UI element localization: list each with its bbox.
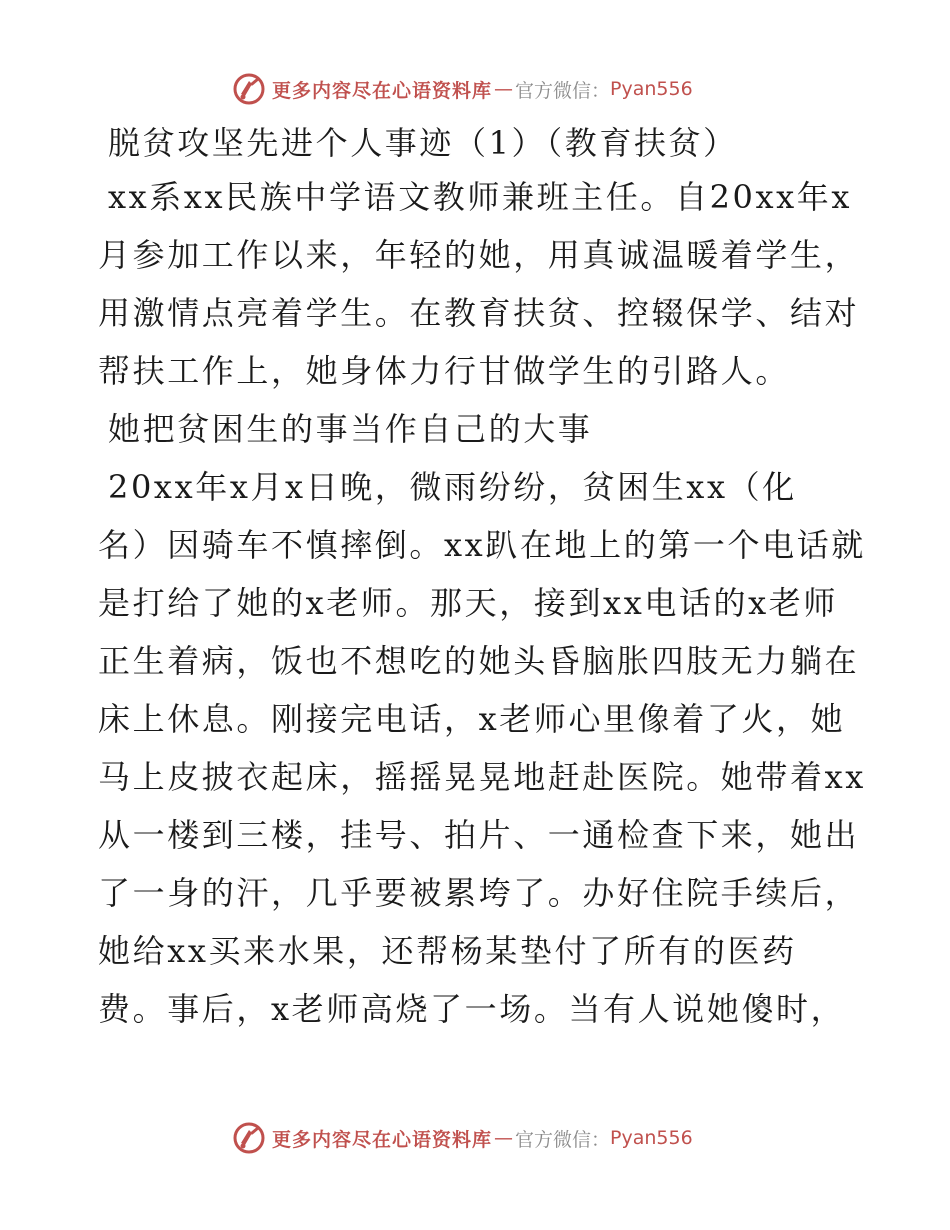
watermark-main-text: 更多内容尽在心语资料库 (272, 1128, 493, 1151)
watermark-dash: — (494, 1127, 514, 1149)
header-watermark (232, 72, 693, 106)
watermark-dash: — (494, 78, 514, 100)
logo-icon (232, 1121, 266, 1155)
watermark-label: 官方微信： (515, 79, 611, 102)
text-line: 了一身的汗，几乎要被累垮了。办好住院手续后， (98, 874, 860, 912)
text-line: 名）因骑车不慎摔倒。xx趴在地上的第一个电话就 (98, 526, 866, 564)
text-line: 20xx年x月x日晚，微雨纷纷，贫困生xx（化 (108, 468, 797, 506)
footer-watermark (232, 1121, 693, 1155)
paragraph-2 (98, 468, 868, 1048)
text-line: 费。事后，x老师高烧了一场。当有人说她傻时， (98, 990, 846, 1028)
paragraph-1 (98, 178, 868, 410)
text-line: 床上休息。刚接完电话，x老师心里像着了火，她 (98, 700, 846, 738)
document-title: 脱贫攻坚先进个人事迹（1）（教育扶贫） (108, 124, 738, 162)
watermark-account: Pyan556 (610, 78, 693, 100)
text-line: 帮扶工作上，她身体力行甘做学生的引路人。 (98, 352, 791, 390)
text-line: 正生着病，饭也不想吃的她头昏脑胀四肢无力躺在 (98, 642, 860, 680)
watermark-main-text: 更多内容尽在心语资料库 (272, 79, 493, 102)
text-line: 马上皮披衣起床，摇摇晃晃地赶赴医院。她带着xx (98, 758, 866, 796)
section-heading: 她把贫困生的事当作自己的大事 (108, 410, 593, 448)
logo-icon (232, 72, 266, 106)
watermark-account: Pyan556 (610, 1127, 693, 1149)
text-line: 是打给了她的x老师。那天，接到xx电话的x老师 (98, 584, 838, 622)
text-line: 用激情点亮着学生。在教育扶贫、控辍保学、结对 (98, 294, 860, 332)
document-body (98, 124, 868, 1048)
text-line: 月参加工作以来，年轻的她，用真诚温暖着学生， (98, 236, 860, 274)
text-line: 从一楼到三楼，挂号、拍片、一通检查下来，她出 (98, 816, 860, 854)
watermark-label: 官方微信： (515, 1128, 611, 1151)
text-line: xx系xx民族中学语文教师兼班主任。自20xx年x (108, 178, 853, 216)
text-line: 她给xx买来水果，还帮杨某垫付了所有的医药 (98, 932, 797, 970)
